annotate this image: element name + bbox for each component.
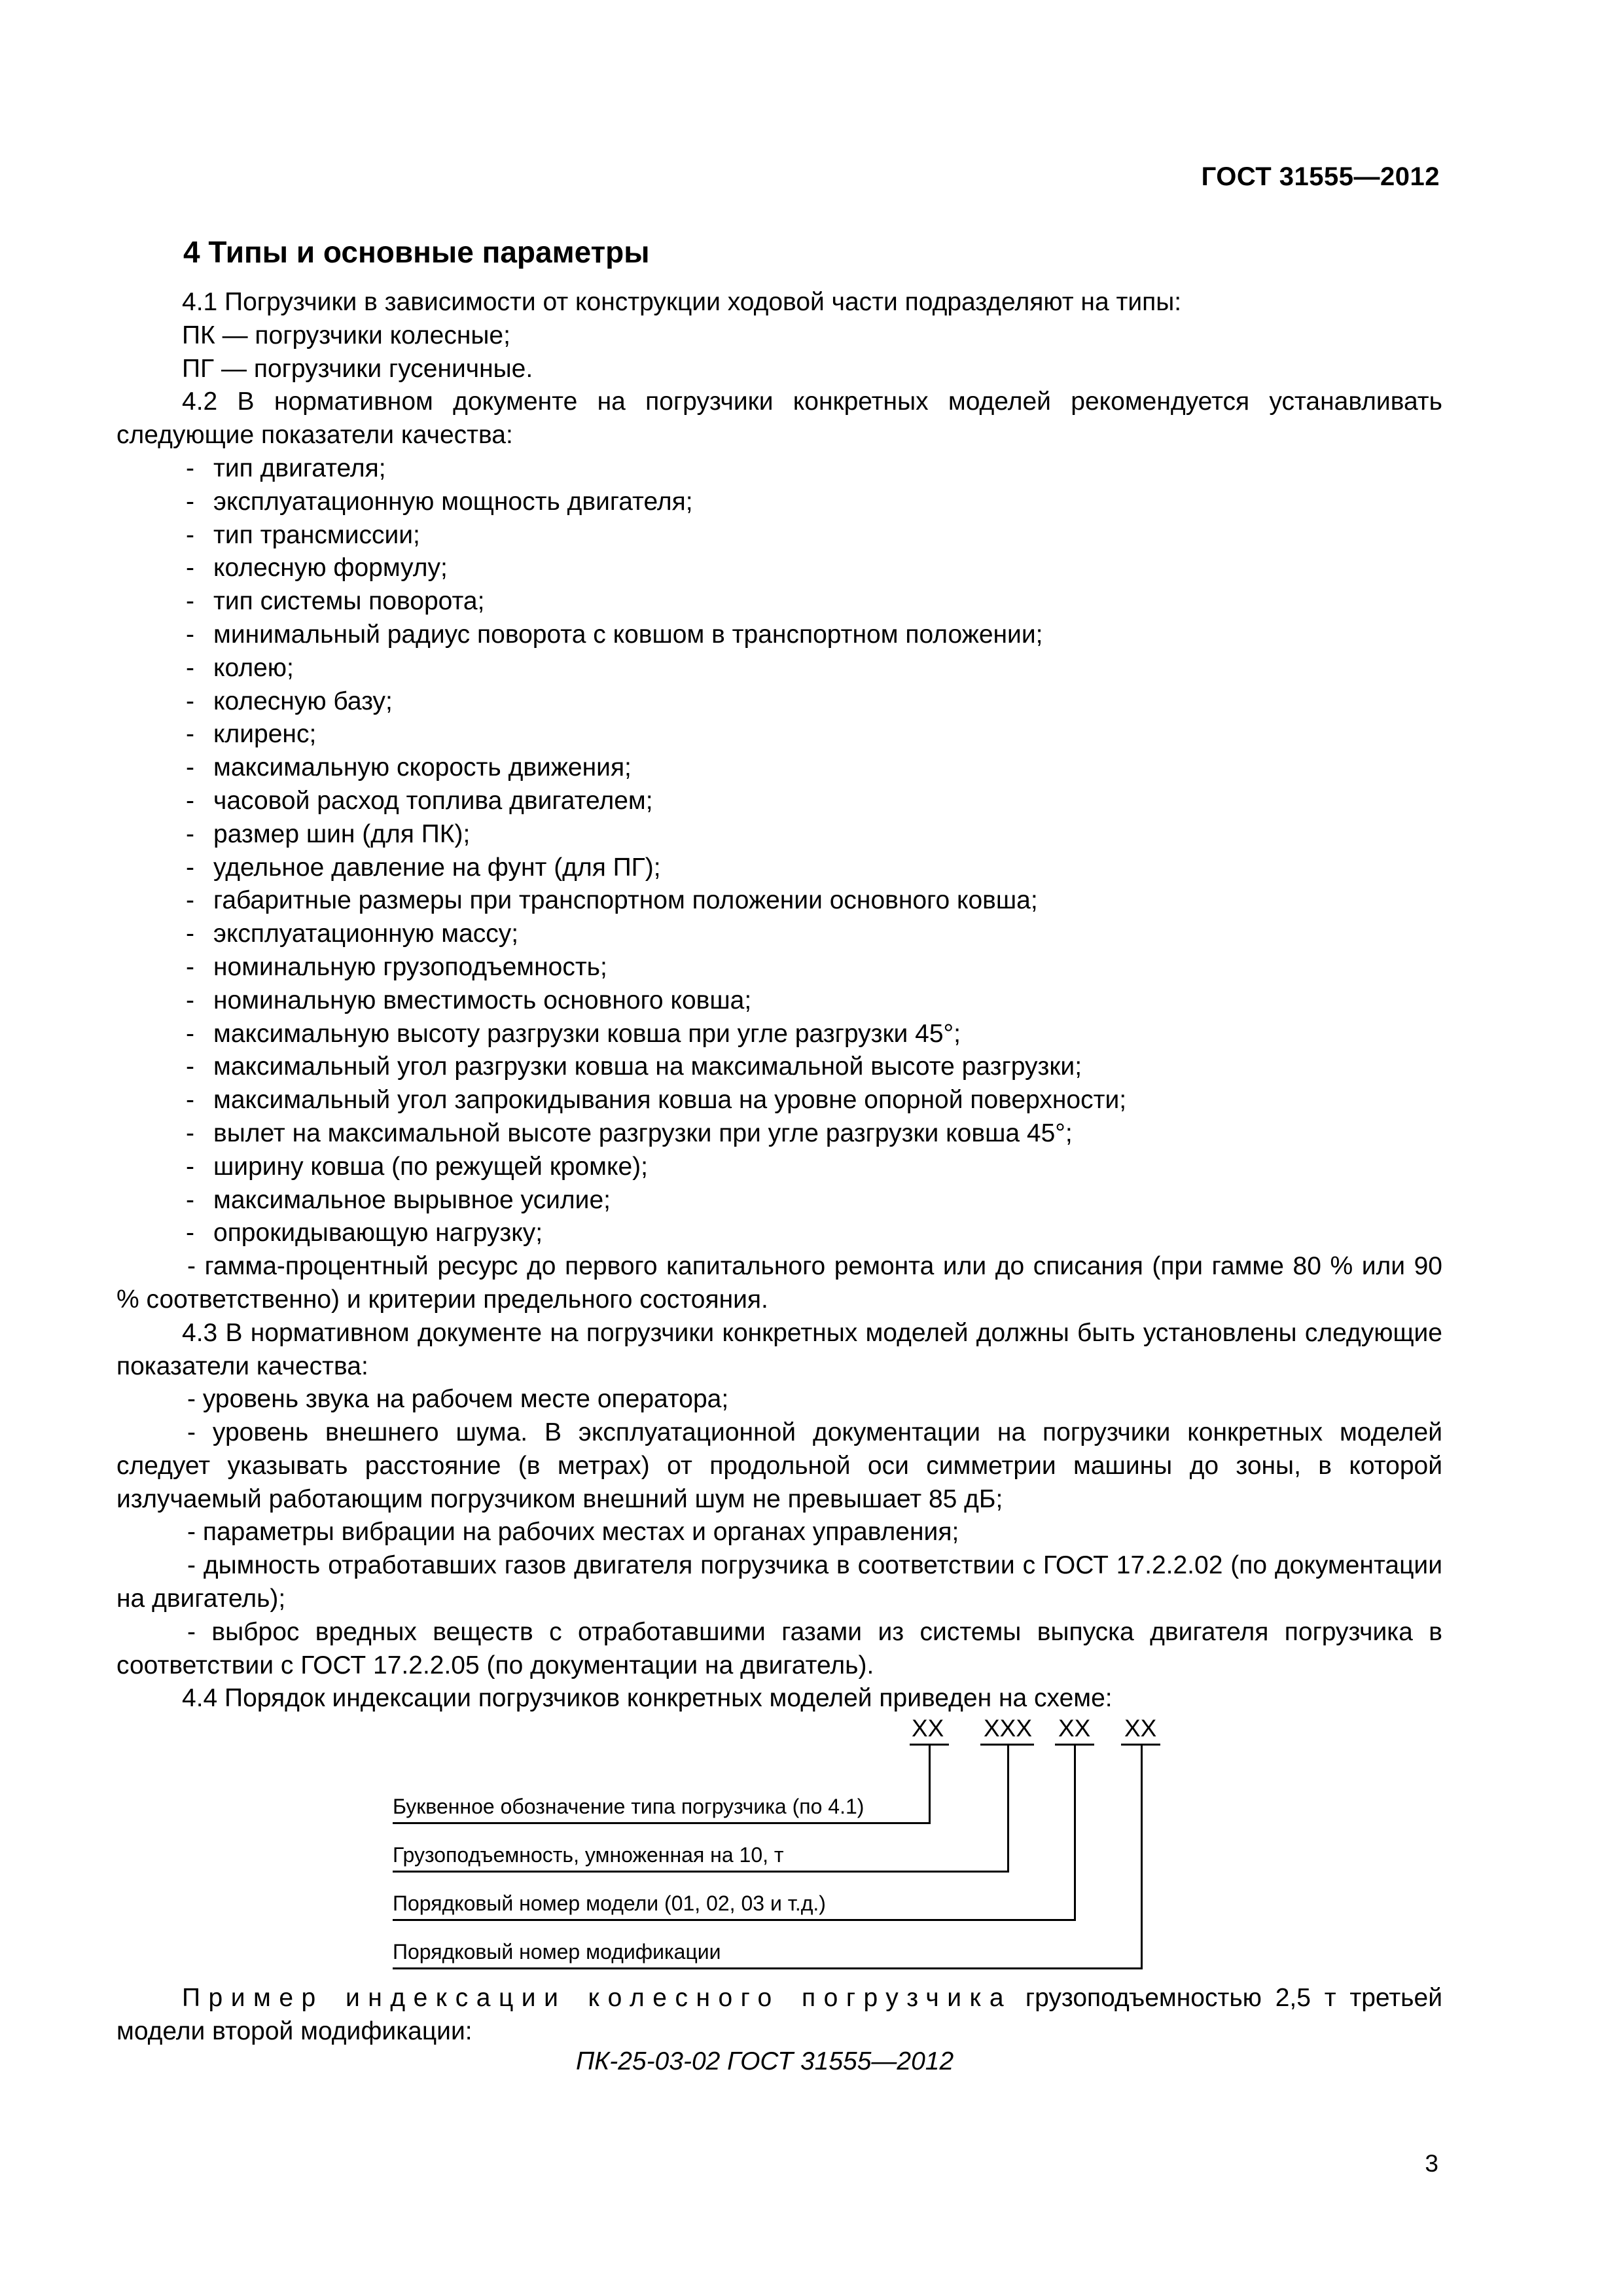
list-item: - выброс вредных веществ с отработавшими газами из системы выпуска двигателя погрузчика в соответствии с ГОСТ 17.2.2.05 (по документации на двигатель). xyxy=(116,1617,1442,1679)
label-capacity: Грузоподъемность, умноженная на 10, т xyxy=(393,1843,784,1867)
list-item: - колесную базу; xyxy=(186,687,393,715)
quality-indicators-list xyxy=(116,452,1442,1317)
label-model-number: Порядковый номер модели (01, 02, 03 и т.д.) xyxy=(393,1892,826,1915)
label-underline xyxy=(393,1822,931,1824)
clause-4-4-intro: 4.4 Порядок индексации погрузчиков конкретных моделей приведен на схеме: xyxy=(182,1684,1113,1713)
list-item: - номинальную вместимость основного ковша; xyxy=(186,986,752,1014)
connector-line xyxy=(1007,1745,1009,1873)
list-item: - колесную формулу; xyxy=(186,554,448,583)
list-item: - эксплуатационную массу; xyxy=(186,920,519,948)
list-item: - максимальное вырывное усилие; xyxy=(186,1185,611,1214)
list-item: - тип двигателя; xyxy=(186,454,386,482)
list-item: - максимальный угол запрокидывания ковша на уровне опорной поверхности; xyxy=(186,1086,1127,1115)
document-id-header: ГОСТ 31555—2012 xyxy=(1201,162,1440,191)
list-item: - размер шин (для ПК); xyxy=(186,819,471,848)
list-item: - опрокидывающую нагрузку; xyxy=(186,1219,543,1247)
list-item: - ширину ковша (по режущей кромке); xyxy=(186,1152,648,1181)
example-text: грузоподъемностью 2,5 т третьей модели второй модификации: xyxy=(116,1984,1442,2045)
example-paragraph xyxy=(116,1982,1442,2049)
list-item: - максимальную высоту разгрузки ковша при угле разгрузки 45°; xyxy=(186,1019,961,1048)
list-item: - удельное давление на фунт (для ПГ); xyxy=(186,853,661,882)
list-item: - максимальный угол разгрузки ковша на максимальной высоте разгрузки; xyxy=(186,1052,1082,1081)
list-item: - вылет на максимальной высоте разгрузки при угле разгрузки ковша 45°; xyxy=(186,1119,1073,1147)
label-type: Буквенное обозначение типа погрузчика (по 4.1) xyxy=(393,1795,865,1818)
list-item: - тип системы поворота; xyxy=(186,587,485,616)
label-underline xyxy=(393,1871,1009,1873)
example-lead: Пример индексации колесного погрузчика xyxy=(182,1984,1012,2012)
clause-4-2-intro: 4.2 В нормативном документе на погрузчики конкретных моделей рекомендуется устанавливать следующие показатели качества: xyxy=(116,387,1442,450)
section-title: 4 Типы и основные параметры xyxy=(183,235,650,269)
list-item: - дымность отработавших газов двигателя погрузчика в соответствии с ГОСТ 17.2.2.02 (по документации на двигатель); xyxy=(116,1551,1442,1613)
label-underline xyxy=(393,1919,1076,1921)
list-item: - номинальную грузоподъемность; xyxy=(186,952,607,981)
clause-4-3-intro: 4.3 В нормативном документе на погрузчики конкретных моделей должны быть установлены следующие показатели качества: xyxy=(116,1318,1442,1380)
list-item-resource: - гамма-процентный ресурс до первого капитального ремонта или до списания (при гамме 80 % или 90 % соответственно) и критерии предельного состояния. xyxy=(116,1252,1442,1314)
list-item: - клиренс; xyxy=(186,720,317,749)
type-pk: ПК — погрузчики колесные; xyxy=(182,321,510,350)
list-item: - часовой расход топлива двигателем; xyxy=(186,786,653,815)
clause-4-1-intro: 4.1 Погрузчики в зависимости от конструкции ходовой части подразделяют на типы: xyxy=(182,288,1182,316)
connector-line xyxy=(1141,1745,1143,1969)
page-number: 3 xyxy=(1425,2150,1438,2177)
list-item: - габаритные размеры при транспортном положении основного ковша; xyxy=(186,886,1038,915)
code-capacity: ХХХ xyxy=(984,1715,1033,1742)
list-item: - колею; xyxy=(186,653,294,682)
code-modification: ХХ xyxy=(1124,1715,1157,1742)
type-pg: ПГ — погрузчики гусеничные. xyxy=(182,354,533,383)
label-underline xyxy=(393,1967,1143,1969)
list-item: - параметры вибрации на рабочих местах и органах управления; xyxy=(187,1518,959,1547)
label-modification-number: Порядковый номер модификации xyxy=(393,1940,721,1964)
list-item: - уровень внешнего шума. В эксплуатационной документации на погрузчики конкретных моделей следует указывать расстояние (в метрах) от продольной оси симметрии машины до зоны, в которой излучаемый работающим погрузчиком внешний шум не превышает 85 дБ; xyxy=(116,1418,1442,1513)
list-item: - минимальный радиус поворота с ковшом в транспортном положении; xyxy=(186,620,1043,649)
code-template xyxy=(386,1715,1171,1741)
document-body xyxy=(116,286,1442,1715)
list-item: - тип трансмиссии; xyxy=(186,520,420,549)
list-item: - максимальную скорость движения; xyxy=(186,753,632,782)
list-item: - уровень звука на рабочем месте оператора; xyxy=(187,1385,729,1414)
code-model: ХХ xyxy=(1058,1715,1091,1742)
list-item: - эксплуатационную мощность двигателя; xyxy=(186,487,693,516)
indexing-scheme-diagram xyxy=(386,1715,1171,1964)
code-type: ХХ xyxy=(912,1715,944,1742)
connector-line xyxy=(929,1745,931,1824)
example-designation: ПК-25-03-02 ГОСТ 31555—2012 xyxy=(576,2047,954,2075)
connector-line xyxy=(1074,1745,1076,1921)
